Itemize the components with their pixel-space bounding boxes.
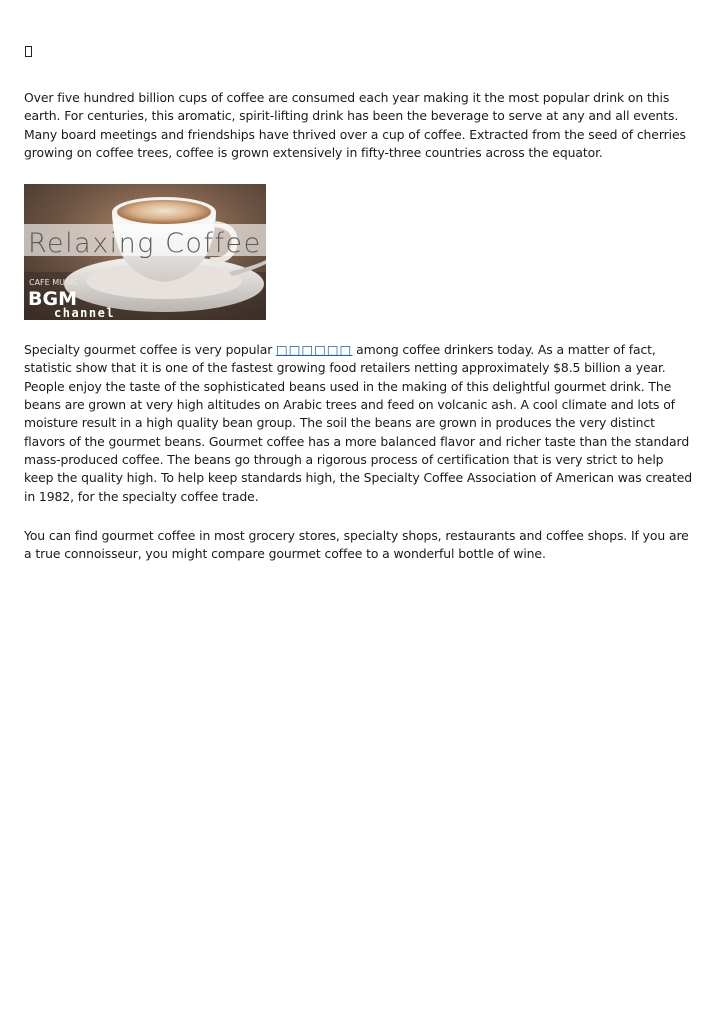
closing-paragraph: You can find gourmet coffee in most grocery stores, specialty shops, restaurants and coffee shops. If you are a true connoisseur, you might compare gourmet coffee to a wonderful bottle of wine.: [24, 527, 689, 562]
cafe-music-text: CAFE MUSIC: [29, 278, 79, 288]
bgm-text: BGM: [28, 288, 77, 311]
specialty-paragraph: [24, 341, 696, 506]
specialty-text-after: among coffee drinkers today. As a matter of fact, statistic show that it is one of the fastest growing food retailers netting approximately $8.5 billion a year. People enjoy the taste of the sophisticated beans used in the making of this delightful gourmet drink. The beans are grown at very high altitudes on Arabic trees and feed on volcanic ash. A cool climate and lots of moisture result in a high quality bean group. The soil the beans are grown in produces the very distinct flavors of the gourmet beans. Gourmet coffee has a more balanced flavor and richer taste than the standard mass-produced coffee. The beans go through a rigorous process of certification that is very strict to help keep the quality high. To help keep standards high, the Specialty Coffee Association of American was created in 1982, for the specialty coffee trade.: [24, 342, 692, 504]
document-page: [24, 42, 696, 563]
channel-text: channel: [54, 306, 116, 321]
specialty-text-before: Specialty gourmet coffee is very popular: [24, 342, 277, 358]
missing-glyph-icon: [25, 46, 32, 57]
specialty-link[interactable]: □□□□□□: [276, 342, 353, 358]
coffee-hero-image: [24, 184, 266, 320]
intro-paragraph: Over five hundred billion cups of coffee are consumed each year making it the most popular drink on this earth. For centuries, this aromatic, spirit-lifting drink has been the beverage to serve at any and all events. Many board meetings and friendships have thrived over a cup of coffee. Extracted from the seed of cherries growing on coffee trees, coffee is grown extensively in fifty-three countries across the equator.: [24, 90, 686, 160]
header-glyph: [24, 42, 696, 61]
hero-title-text: Relaxing Coffee: [28, 228, 262, 260]
